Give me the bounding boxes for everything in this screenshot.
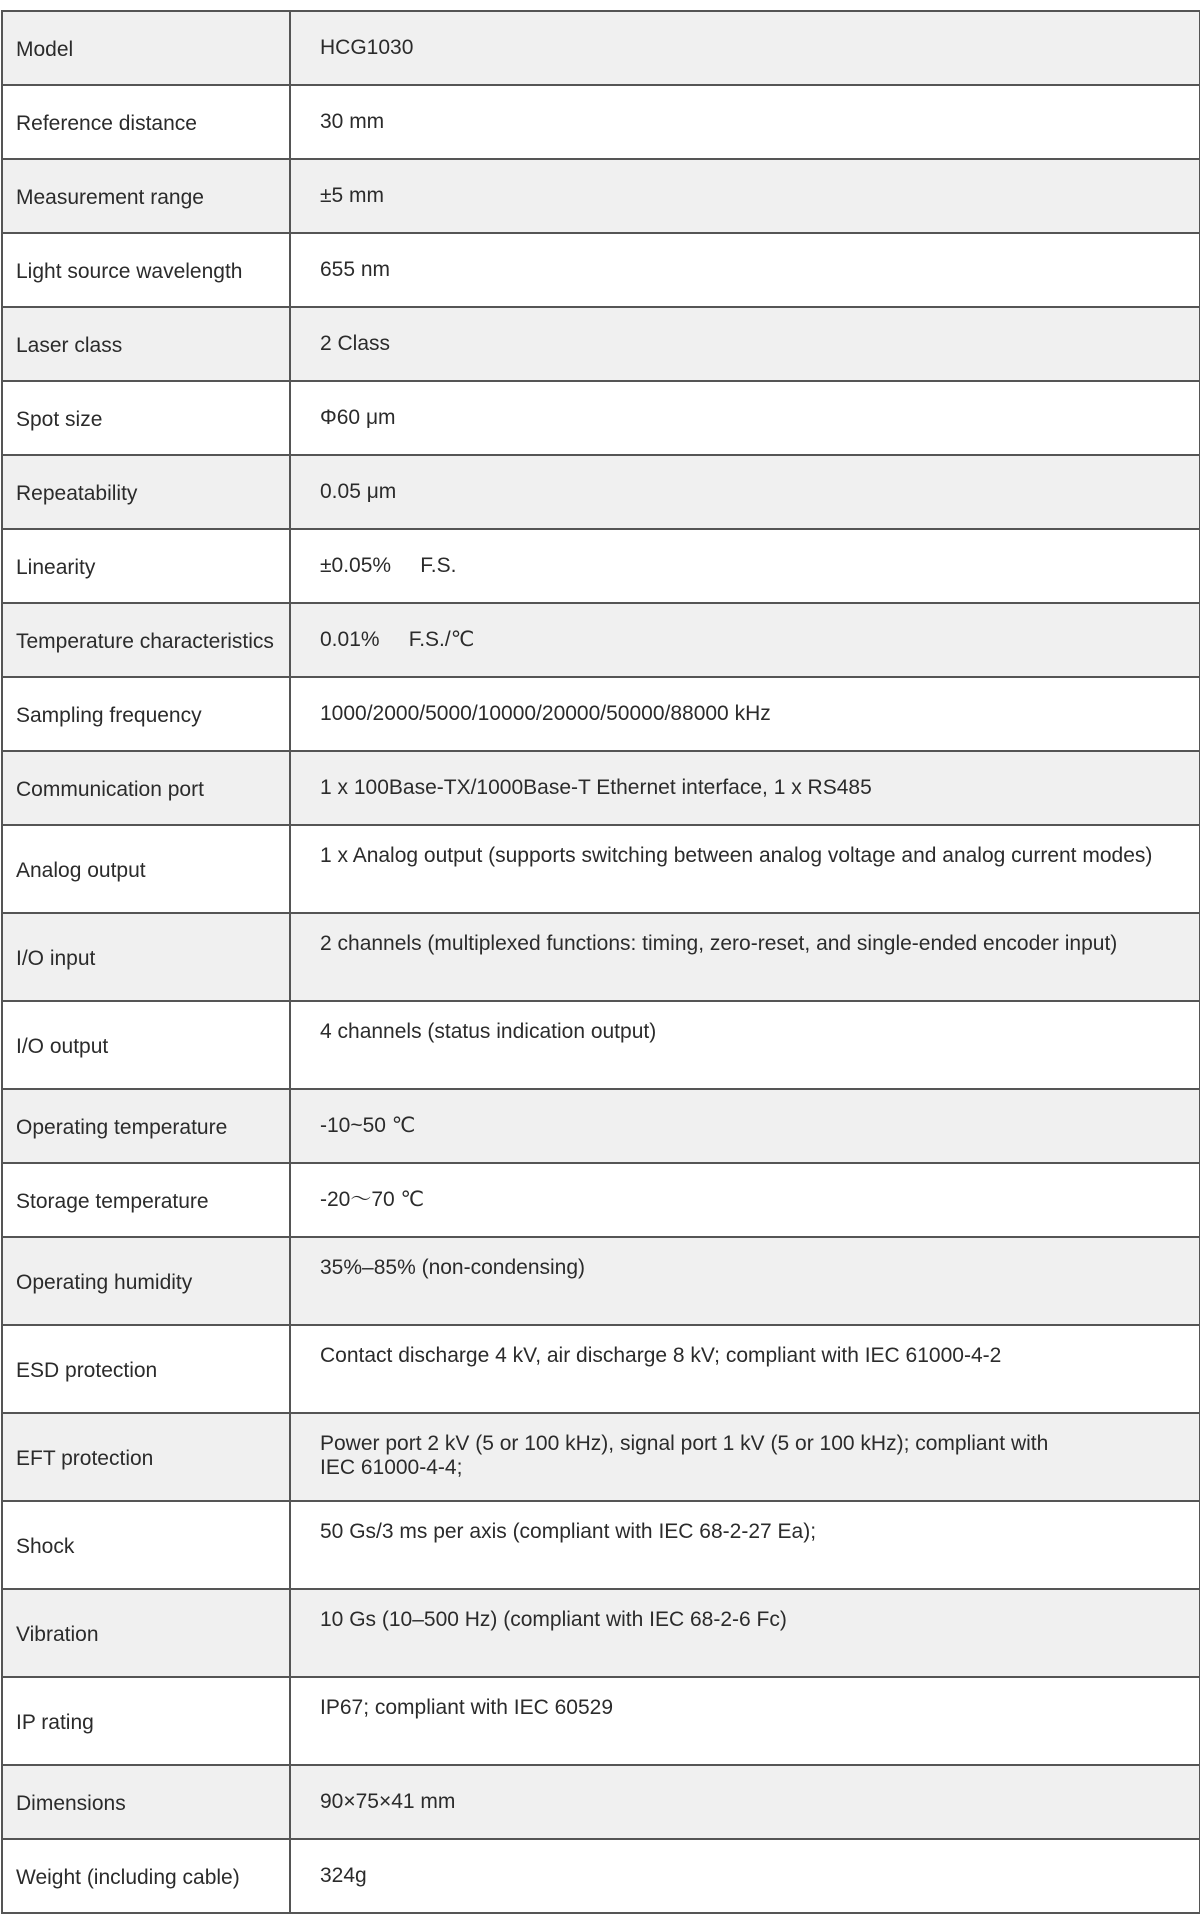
spec-value: HCG1030 bbox=[290, 11, 1200, 85]
table-row bbox=[2, 233, 1200, 307]
table-row bbox=[2, 1839, 1200, 1913]
spec-value: 1 x 100Base-TX/1000Base-T Ethernet interface, 1 x RS485 bbox=[290, 751, 1200, 825]
specification-table bbox=[1, 10, 1200, 1914]
spec-value: -10~50 ℃ bbox=[290, 1089, 1200, 1163]
spec-value: 655 nm bbox=[290, 233, 1200, 307]
spec-value: 90×75×41 mm bbox=[290, 1765, 1200, 1839]
spec-value: -20～70 ℃ bbox=[290, 1163, 1200, 1237]
spec-label: Operating humidity bbox=[2, 1237, 290, 1325]
spec-label: Temperature characteristics bbox=[2, 603, 290, 677]
spec-label: Sampling frequency bbox=[2, 677, 290, 751]
table-row bbox=[2, 1765, 1200, 1839]
spec-label: Repeatability bbox=[2, 455, 290, 529]
table-row bbox=[2, 913, 1200, 1001]
spec-value: IP67; compliant with IEC 60529 bbox=[290, 1677, 1200, 1765]
spec-label: Storage temperature bbox=[2, 1163, 290, 1237]
table-row bbox=[2, 381, 1200, 455]
table-row bbox=[2, 825, 1200, 913]
table-row bbox=[2, 1677, 1200, 1765]
spec-label: IP rating bbox=[2, 1677, 290, 1765]
spec-label: Dimensions bbox=[2, 1765, 290, 1839]
spec-label: EFT protection bbox=[2, 1413, 290, 1501]
spec-value: 2 Class bbox=[290, 307, 1200, 381]
spec-label: Shock bbox=[2, 1501, 290, 1589]
table-row bbox=[2, 677, 1200, 751]
spec-value: 0.05 μm bbox=[290, 455, 1200, 529]
spec-value: 0.01% F.S./℃ bbox=[290, 603, 1200, 677]
spec-value: 30 mm bbox=[290, 85, 1200, 159]
spec-value: 10 Gs (10–500 Hz) (compliant with IEC 68-2-6 Fc) bbox=[290, 1589, 1200, 1677]
spec-label: Measurement range bbox=[2, 159, 290, 233]
spec-label: I/O input bbox=[2, 913, 290, 1001]
spec-value: 2 channels (multiplexed functions: timing, zero-reset, and single-ended encoder input) bbox=[290, 913, 1200, 1001]
spec-value: ±5 mm bbox=[290, 159, 1200, 233]
table-row bbox=[2, 1325, 1200, 1413]
spec-label: Reference distance bbox=[2, 85, 290, 159]
table-row bbox=[2, 1413, 1200, 1501]
spec-label: Vibration bbox=[2, 1589, 290, 1677]
spec-value: ±0.05% F.S. bbox=[290, 529, 1200, 603]
table-row bbox=[2, 1237, 1200, 1325]
table-row bbox=[2, 1001, 1200, 1089]
table-row bbox=[2, 1501, 1200, 1589]
table-row bbox=[2, 1089, 1200, 1163]
table-row bbox=[2, 751, 1200, 825]
spec-label: Linearity bbox=[2, 529, 290, 603]
spec-label: Light source wavelength bbox=[2, 233, 290, 307]
table-row bbox=[2, 11, 1200, 85]
spec-label: Laser class bbox=[2, 307, 290, 381]
spec-label: ESD protection bbox=[2, 1325, 290, 1413]
table-row bbox=[2, 159, 1200, 233]
table-row bbox=[2, 1163, 1200, 1237]
spec-value: Φ60 μm bbox=[290, 381, 1200, 455]
table-row bbox=[2, 1589, 1200, 1677]
spec-label: Operating temperature bbox=[2, 1089, 290, 1163]
table-row bbox=[2, 85, 1200, 159]
table-row bbox=[2, 307, 1200, 381]
table-row bbox=[2, 529, 1200, 603]
table-row bbox=[2, 455, 1200, 529]
spec-value-line: IEC 61000-4-4; bbox=[320, 1456, 463, 1479]
spec-value: 1000/2000/5000/10000/20000/50000/88000 kHz bbox=[290, 677, 1200, 751]
spec-label: Model bbox=[2, 11, 290, 85]
spec-value bbox=[290, 1413, 1200, 1501]
spec-label: Weight (including cable) bbox=[2, 1839, 290, 1913]
spec-value: 4 channels (status indication output) bbox=[290, 1001, 1200, 1089]
spec-label: Spot size bbox=[2, 381, 290, 455]
table-row bbox=[2, 603, 1200, 677]
spec-value: 1 x Analog output (supports switching between analog voltage and analog current modes) bbox=[290, 825, 1200, 913]
spec-label: I/O output bbox=[2, 1001, 290, 1089]
spec-label: Communication port bbox=[2, 751, 290, 825]
spec-value: 35%–85% (non-condensing) bbox=[290, 1237, 1200, 1325]
spec-value: 324g bbox=[290, 1839, 1200, 1913]
spec-value: Contact discharge 4 kV, air discharge 8 kV; compliant with IEC 61000-4-2 bbox=[290, 1325, 1200, 1413]
spec-label: Analog output bbox=[2, 825, 290, 913]
spec-value-line: Power port 2 kV (5 or 100 kHz), signal port 1 kV (5 or 100 kHz); compliant with bbox=[320, 1432, 1049, 1455]
spec-value: 50 Gs/3 ms per axis (compliant with IEC 68-2-27 Ea); bbox=[290, 1501, 1200, 1589]
